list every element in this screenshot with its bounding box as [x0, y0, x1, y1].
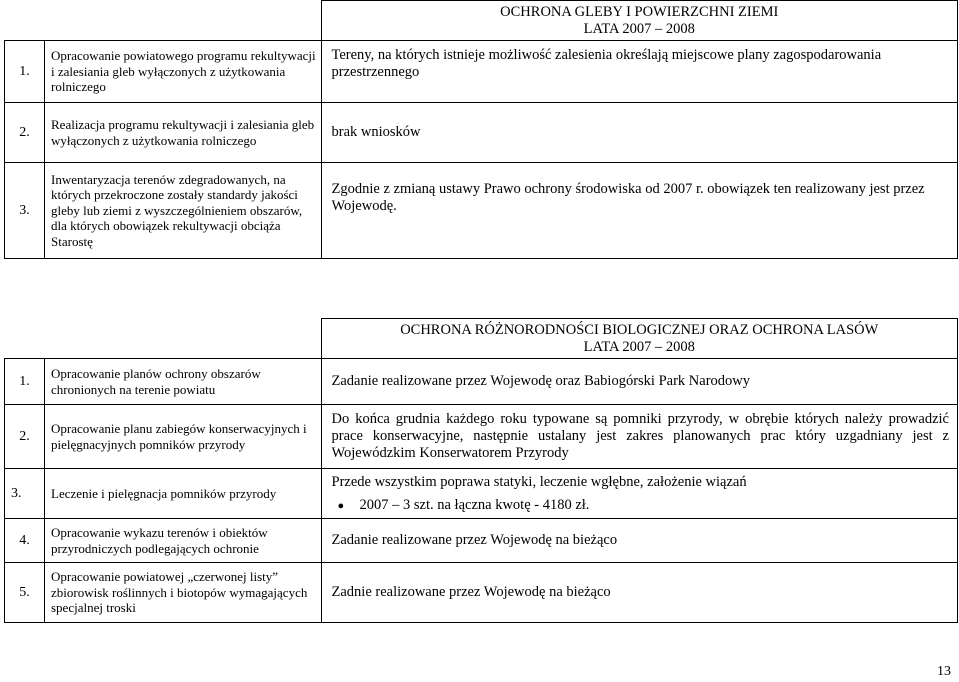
table-row — [5, 405, 958, 469]
task-cell: Inwentaryzacja terenów zdegradowanych, na których przekroczone zostały standardy jakości gleby lub ziemi z wyszczególnieniem obszarów, dla których obowiązek rekultywacji obciąża Starostę — [45, 163, 322, 259]
status-cell: Do końca grudnia każdego roku typowane są pomniki przyrody, w obrębie których należy prowadzić prace konserwacyjne, następnie ustalany jest zakres planowanych prac który uzgadniany jest z Wojewódzkim Konserwatorem Przyrody — [321, 405, 958, 469]
section-years: LATA 2007 – 2008 — [583, 20, 695, 37]
section-title: OCHRONA GLEBY I POWIERZCHNI ZIEMI — [500, 3, 779, 20]
row-number: 1. — [5, 41, 45, 103]
section-title: OCHRONA RÓŻNORODNOŚCI BIOLOGICZNEJ ORAZ OCHRONA LASÓW — [400, 321, 879, 338]
table-row — [5, 103, 958, 163]
status-cell: brak wniosków — [321, 103, 958, 163]
row-number: 3. — [5, 163, 45, 259]
status-cell: Zadnie realizowane przez Wojewodę na bieżąco — [321, 563, 958, 623]
bullet-list — [332, 497, 950, 514]
row-number: 2. — [5, 405, 45, 469]
table-row — [5, 41, 958, 103]
status-cell: Zadanie realizowane przez Wojewodę oraz Babiogórski Park Narodowy — [321, 359, 958, 405]
table-row — [5, 563, 958, 623]
task-cell: Leczenie i pielęgnacja pomników przyrody — [45, 469, 322, 519]
row-number: 2. — [5, 103, 45, 163]
row-number: 1. — [5, 359, 45, 405]
task-cell: Realizacja programu rekultywacji i zalesiania gleb wyłączonych z użytkowania rolniczego — [45, 103, 322, 163]
task-cell: Opracowanie wykazu terenów i obiektów przyrodniczych podlegających ochronie — [45, 519, 322, 563]
section-header — [321, 1, 958, 41]
status-text: Przede wszystkim poprawa statyki, leczenie wgłębne, założenie wiązań — [331, 473, 747, 490]
row-number: 4. — [5, 519, 45, 563]
table-row — [5, 359, 958, 405]
status-cell — [321, 469, 958, 519]
page-number: 13 — [937, 664, 951, 679]
row-number: 3. — [5, 469, 45, 519]
task-cell: Opracowanie planów ochrony obszarów chronionych na terenie powiatu — [45, 359, 322, 405]
section-years: LATA 2007 – 2008 — [583, 338, 695, 355]
status-cell: Zadanie realizowane przez Wojewodę na bieżąco — [321, 519, 958, 563]
row-number: 5. — [5, 563, 45, 623]
table-row — [5, 519, 958, 563]
list-item: ● 2007 – 3 szt. na łączna kwotę - 4180 zł. — [360, 497, 950, 514]
biodiversity-table — [4, 318, 958, 623]
soil-protection-table — [4, 0, 958, 259]
table-row — [5, 469, 958, 519]
task-cell: Opracowanie powiatowej „czerwonej listy” zbiorowisk roślinnych i biotopów wymagających specjalnej troski — [45, 563, 322, 623]
section-header — [321, 319, 958, 359]
table-row — [5, 163, 958, 259]
status-cell: Tereny, na których istnieje możliwość zalesienia określają miejscowe plany zagospodarowania przestrzennego — [321, 41, 958, 103]
task-cell: Opracowanie planu zabiegów konserwacyjnych i pielęgnacyjnych pomników przyrody — [45, 405, 322, 469]
task-cell: Opracowanie powiatowego programu rekultywacji i zalesiania gleb wyłączonych z użytkowania rolniczego — [45, 41, 322, 103]
status-cell: Zgodnie z zmianą ustawy Prawo ochrony środowiska od 2007 r. obowiązek ten realizowany jest przez Wojewodę. — [321, 163, 958, 259]
